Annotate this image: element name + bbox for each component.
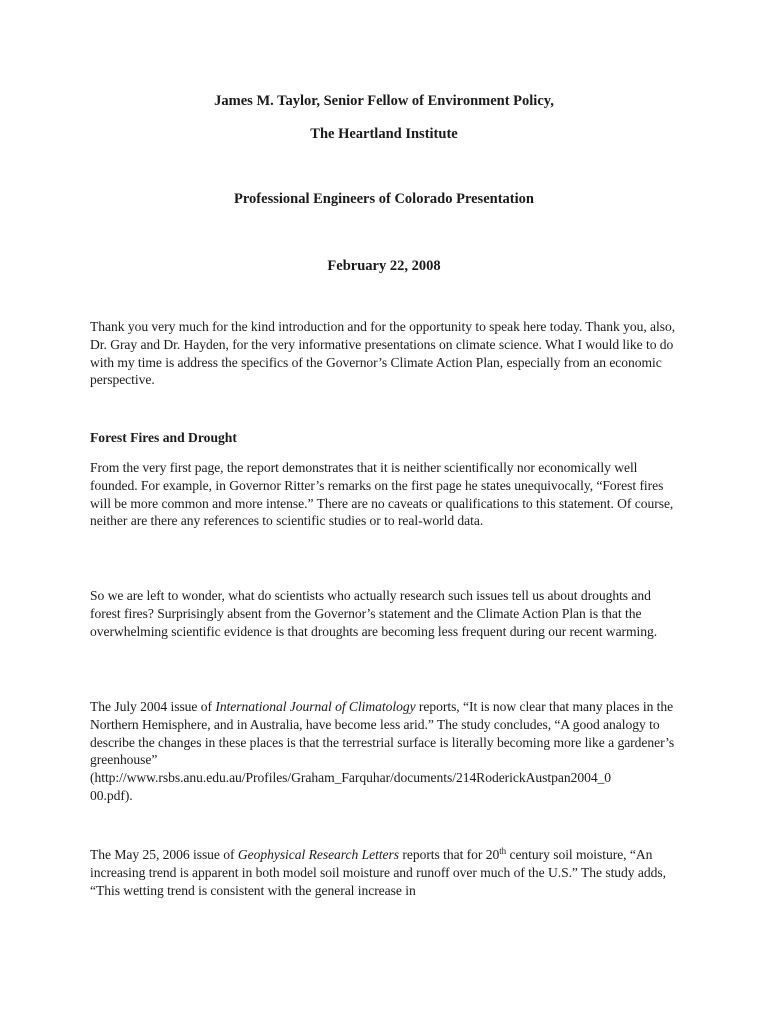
p4-mid: reports that for 20 xyxy=(399,847,500,862)
p3-lead: The July 2004 issue of xyxy=(90,699,216,714)
section-heading-forest-fires: Forest Fires and Drought xyxy=(90,430,237,445)
p4-superscript: th xyxy=(499,846,507,856)
p3-journal-name: International Journal of Climatology xyxy=(215,699,416,714)
author-line: James M. Taylor, Senior Fellow of Environment Policy, xyxy=(214,93,554,109)
p4-journal-name: Geophysical Research Letters xyxy=(237,847,400,862)
forest-paragraph-4 xyxy=(90,846,680,899)
p3-body: reports, “It is now clear that many places in the Northern Hemisphere, and in Australia, have become less arid.” The study concludes, “A good analogy to describe the changes in these places is that the terrestrial surface is literally becoming more like a gardener’s greenhouse” xyxy=(90,699,675,768)
p3-url-line-1: (http://www.rsbs.anu.edu.au/Profiles/Graham_Farquhar/documents/214RoderickAustpan2004_0 xyxy=(90,770,612,786)
intro-paragraph: Thank you very much for the kind introduction and for the opportunity to speak here today. Thank you, also, Dr. Gray and Dr. Hayden, for the very informative presentations on climate science. What I would like to do with my time is address the specifics of the Governor’s Climate Action Plan, especially from an economic perspective. xyxy=(90,319,676,388)
forest-paragraph-2: So we are left to wonder, what do scientists who actually research such issues tell us about droughts and forest fires? Surprisingly absent from the Governor’s statement and the Climate Action Plan is that the overwhelming scientific evidence is that droughts are becoming less frequent during our recent warming. xyxy=(90,588,658,639)
institute-line: The Heartland Institute xyxy=(310,126,458,142)
forest-paragraph-1: From the very first page, the report demonstrates that it is neither scientifically nor economically well founded. For example, in Governor Ritter’s remarks on the first page he states unequivocally, “Forest fires will be more common and more intense.” There are no caveats or qualifications to this statement. Of course, neither are there any references to scientific studies or to real-world data. xyxy=(90,460,674,529)
presentation-date: February 22, 2008 xyxy=(327,258,441,274)
presentation-title: Professional Engineers of Colorado Presentation xyxy=(234,191,534,207)
p3-url-line-2: 00.pdf). xyxy=(90,787,133,803)
forest-paragraph-3 xyxy=(90,698,680,805)
p4-lead: The May 25, 2006 issue of xyxy=(90,847,238,862)
p4-body: century soil moisture, “An increasing trend is apparent in both model soil moisture and runoff over much of the U.S.” The study adds, “This wetting trend is consistent with the general increase in xyxy=(90,847,666,898)
